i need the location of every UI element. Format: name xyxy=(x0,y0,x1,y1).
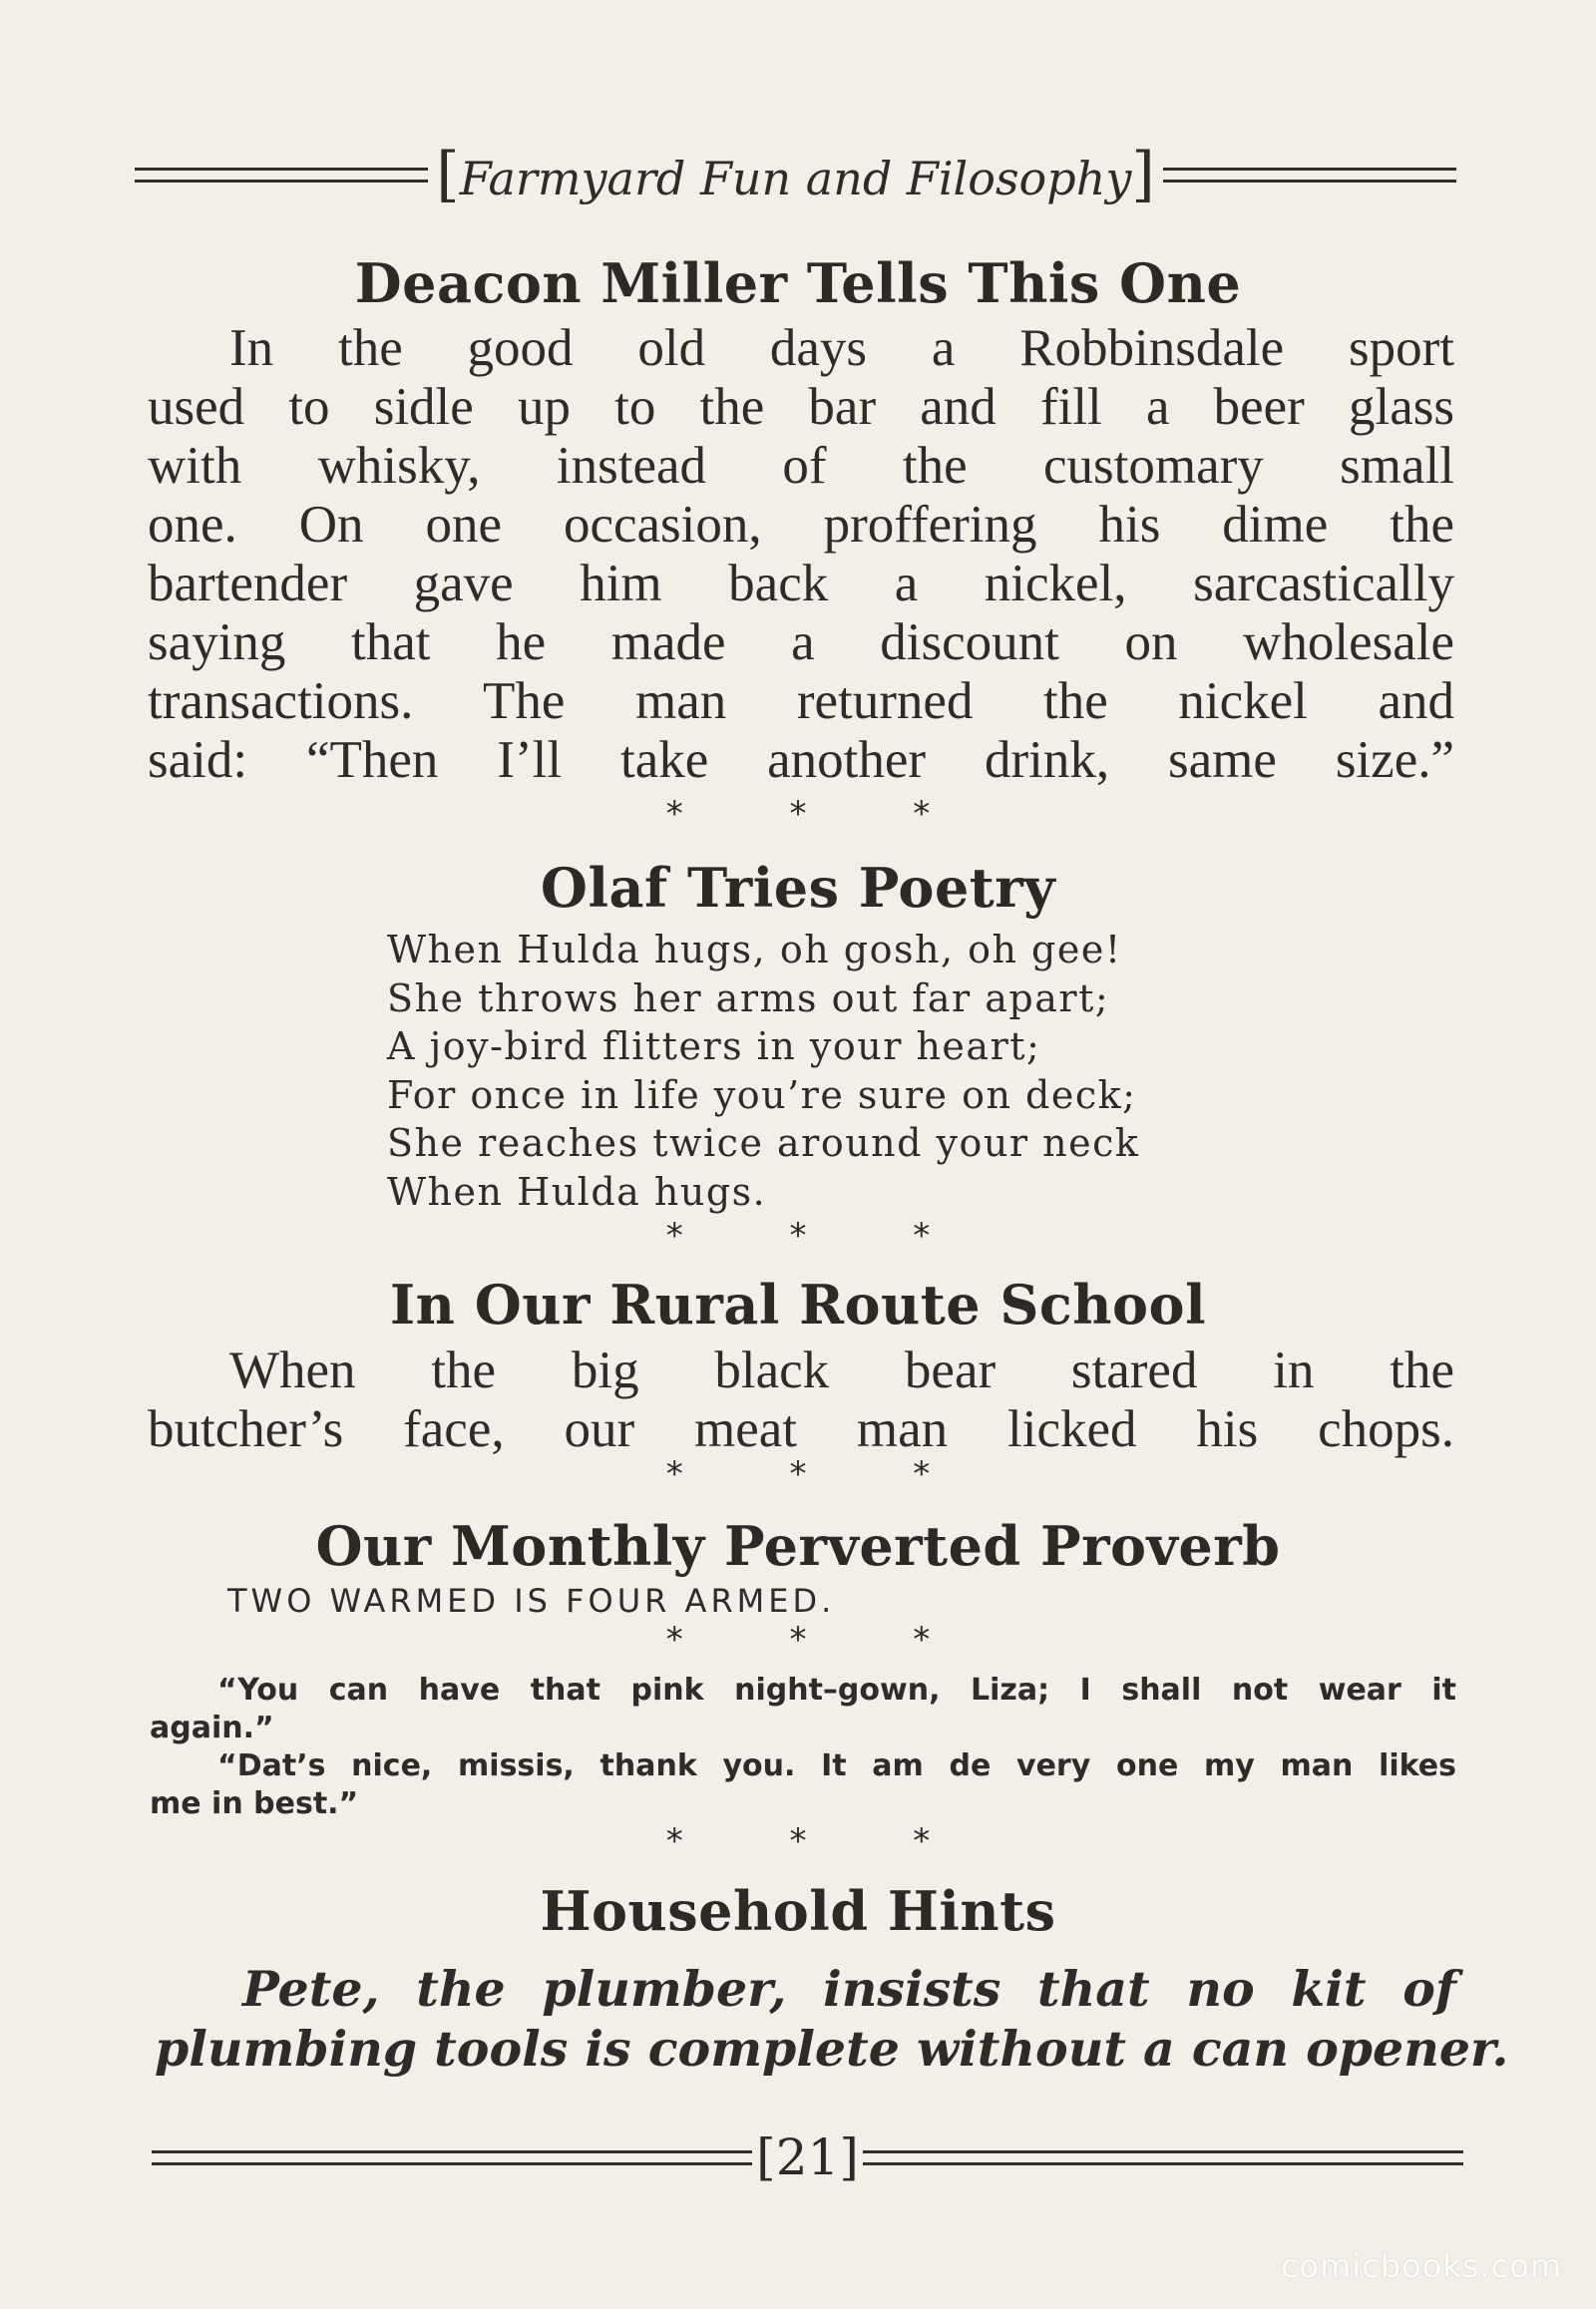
paragraph-school xyxy=(148,1342,1454,1459)
footer-rule-right xyxy=(863,2150,1463,2165)
bracket-close: ] xyxy=(1131,140,1155,209)
dialog-line: “Dat’s nice, missis, thank you. It am de very one my man likes xyxy=(217,1748,1456,1783)
text-line: with whisky, instead of the customary small xyxy=(148,437,1454,495)
page-footer xyxy=(152,2128,1463,2186)
bracket-open: [ xyxy=(436,140,460,209)
text-line: transactions. The man returned the nickel and xyxy=(148,672,1454,730)
proverb-text: TWO WARMED IS FOUR ARMED. xyxy=(227,1582,836,1620)
separator-stars: * * * xyxy=(665,1216,979,1256)
text-line: bartender gave him back a nickel, sarcastically xyxy=(148,555,1454,612)
running-title xyxy=(428,140,1162,209)
bracket-open: [ xyxy=(756,2128,776,2186)
poem-olaf xyxy=(387,926,1225,1216)
poem-line: She reaches twice around your neck xyxy=(387,1121,1140,1165)
page-number-value: 21 xyxy=(775,2128,840,2186)
poem-line: When Hulda hugs. xyxy=(387,1169,767,1214)
page-number xyxy=(752,2128,863,2186)
poem-line: For once in life you’re sure on deck; xyxy=(387,1072,1137,1117)
dialog-line: again.” xyxy=(150,1711,274,1745)
text-line: Pete, the plumber, insists that no kit of xyxy=(242,1960,1456,2018)
footer-rule-left xyxy=(152,2150,752,2165)
dialog-joke xyxy=(150,1672,1456,1823)
text-line: saying that he made a discount on wholesale xyxy=(148,613,1454,671)
heading-deacon: Deacon Miller Tells This One xyxy=(354,251,1242,315)
watermark: comicbooks.com xyxy=(1280,2247,1562,2285)
poem-line: She throws her arms out far apart; xyxy=(387,975,1110,1020)
separator-stars: * * * xyxy=(665,1454,979,1494)
paragraph-deacon xyxy=(148,319,1454,790)
heading-school: In Our Rural Route School xyxy=(389,1273,1207,1337)
heading-olaf: Olaf Tries Poetry xyxy=(540,856,1056,920)
dialog-line: me in best.” xyxy=(150,1786,359,1821)
poem-line: A joy-bird flitters in your heart; xyxy=(387,1024,1041,1068)
poem-line: When Hulda hugs, oh gosh, oh gee! xyxy=(387,928,1122,971)
page-header xyxy=(135,140,1456,209)
header-rule-left xyxy=(135,168,428,183)
separator-stars: * * * xyxy=(665,794,979,834)
text-line: used to sidle up to the bar and fill a beer glass xyxy=(148,378,1454,436)
dialog-line: “You can have that pink night–gown, Liza; I shall not wear it xyxy=(217,1673,1456,1708)
text-line: said: “Then I’ll take another drink, same size.” xyxy=(148,731,1454,789)
paragraph-hints xyxy=(155,1959,1509,2079)
text-line: When the big black bear stared in the xyxy=(229,1342,1454,1399)
heading-hints: Household Hints xyxy=(540,1879,1056,1943)
header-rule-right xyxy=(1163,168,1456,183)
text-line: In the good old days a Robbinsdale sport xyxy=(229,319,1454,377)
text-line: plumbing tools is complete without a can opener. xyxy=(155,2020,1509,2078)
text-line: one. On one occasion, proffering his dime the xyxy=(148,496,1454,554)
separator-stars: * * * xyxy=(665,1821,979,1861)
running-title-text: Farmyard Fun and Filosophy xyxy=(459,152,1132,205)
bracket-close: ] xyxy=(839,2128,859,2186)
separator-stars: * * * xyxy=(665,1620,979,1660)
text-line: butcher’s face, our meat man licked his chops. xyxy=(148,1400,1454,1458)
heading-proverb: Our Monthly Perverted Proverb xyxy=(315,1514,1281,1578)
